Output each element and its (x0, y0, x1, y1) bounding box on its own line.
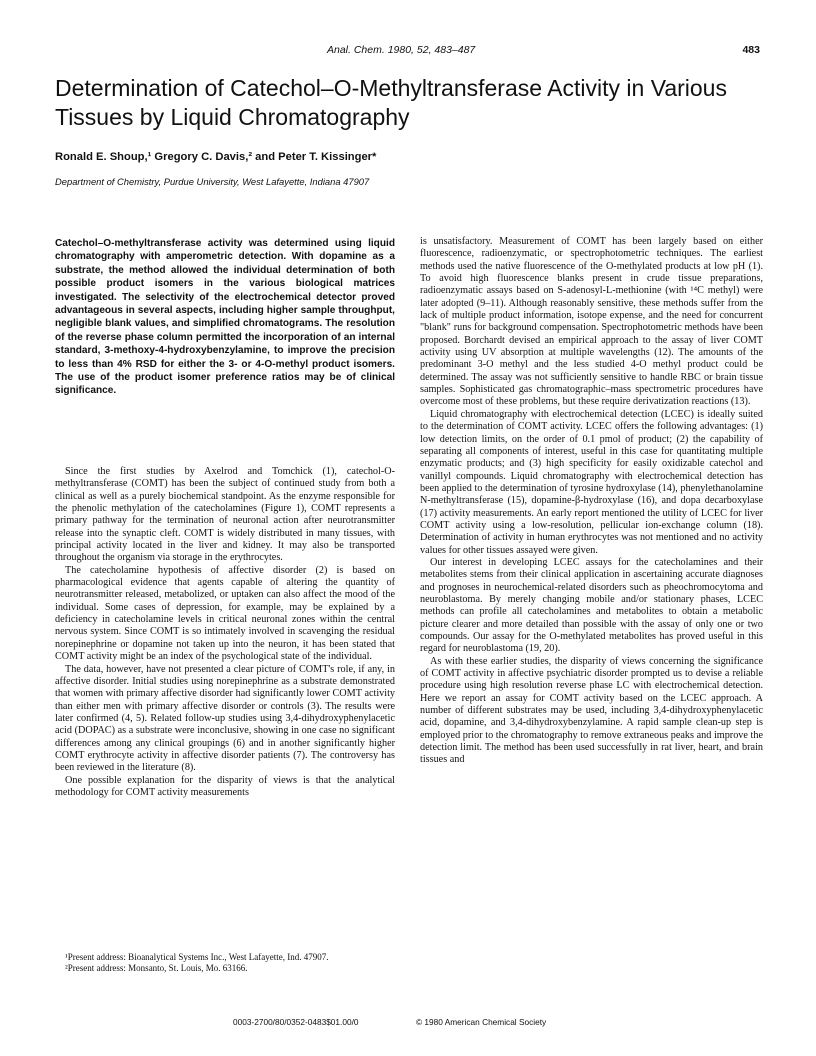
body-paragraph: is unsatisfactory. Measurement of COMT has been largely based on either fluorescence, radioenzymatic, or spectrophotometric techniques. The earliest methods used the native fluorescence of the O-methylated products at low pH (1). To avoid high fluorescence blanks present in crude tissue preparations, radioenzymatic assays based on S-adenosyl-L-methionine (with ¹⁴C methyl) were later adopted (9–11). Although reasonably sensitive, these methods suffer from the lack of multiple product information, isotope expense, and the need for concurrent "blank" runs for background compensation. Spectrophotometric methods have been proposed. Borchardt devised an empirical approach to the assay of liver COMT activity using UV absorption at multiple wavelengths (12). The amounts of the predominant 3-O methyl and the less studied 4-O methyl product could be determined. The assay was not sufficiently sensitive to handle RBC or brain tissue samples. Sophisticated gas chromatographic–mass spectrometric procedures have overcome most of these problems, but these require derivatization reactions (13). (420, 236, 763, 408)
author-affiliation: Department of Chemistry, Purdue University, West Lafayette, Indiana 47907 (55, 176, 370, 187)
footnote: ¹Present address: Bioanalytical Systems Inc., West Lafayette, Ind. 47907. (65, 952, 329, 962)
body-paragraph: One possible explanation for the disparity of views is that the analytical methodology for COMT activity measurements (55, 774, 395, 798)
page-number: 483 (742, 44, 760, 56)
body-paragraph: As with these earlier studies, the disparity of views concerning the significance of COMT activity in affective psychiatric disorder prompted us to devise a reliable procedure using high resolution reverse phase LC with electrochemical detection. Here we report an assay for COMT activity based on the LCEC approach. A number of different substrates may be used, including 3,4-dihydroxyphenylacetic acid, dopamine, and 3,4-dihydroxybenzylamine. A rapid sample clean-up step is employed prior to the chromatography to remove extraneous peaks and improve the detection limit. The method has been used successfully in rat liver, heart, and brain tissues and (420, 655, 763, 766)
body-paragraph: Our interest in developing LCEC assays for the catecholamines and their metabolites stems from their clinical application in ascertaining accurate diagnoses and prognoses in neurochemical-related disorders such as pheochromocytoma and neuroblastoma. By merely changing mobile and/or stationary phases, LCEC methods can profile all catecholamines and metabolites to obtain a metabolic picture clearer and more detailed than possible with the assay of only one or two compounds. Our assay for the O-methylated metabolites has proved useful in this regard for neuroblastoma (19, 20). (420, 556, 763, 655)
body-paragraph: The catecholamine hypothesis of affective disorder (2) is based on pharmacological evidence that agents capable of altering the quantity of neurotransmitter released, metabolized, or uptaken can also affect the mood of the individual. Some cases of depression, for example, may be explained by a deficiency in catecholamine levels in critical neuronal zones within the central nervous system. Since COMT is so intimately involved in scavenging the residual norepinephrine or dopamine not taken up into the neuron, it has been stated that COMT activity might be an index of the psychological state of the individual. (55, 564, 395, 663)
body-column-right (420, 236, 763, 767)
body-paragraph: Liquid chromatography with electrochemical detection (LCEC) is ideally suited to the determination of COMT activity. LCEC offers the following advantages: (1) low detection limits, on the order of 0.1 pmol of product; (2) the capability of separating all components of interest, useful in this case for quantitating multiple enzymatic products; and (3) high specificity for easily oxidizable catechol and vanillyl compounds. Liquid chromatography with electrochemical detection has been applied to the determination of tyrosine hydroxylase (14), phenylethanolamine N-methyltransferase (15), dopamine-β-hydroxylase (16), and dopa decarboxylase (17) activity measurements. An early report mentioned the utility of LCEC for liver COMT activity using a low-resolution, pellicular ion-exchange column (18). Determination of activity in human erythrocytes was not mentioned and no activity values for other tissues assayed were given. (420, 408, 763, 556)
running-head (0, 44, 816, 60)
abstract: Catechol–O-methyltransferase activity was determined using liquid chromatography with amperometric detection. With dopamine as a substrate, the method allowed the individual determination of both possible product isomers in the various biological matrices investigated. The selectivity of the electrochemical detector proved advantageous in several aspects, including higher sample throughput, negligible blank values, and simplified chromatograms. The resolution of the reverse phase column permitted the incorporation of an internal standard, 3-methoxy-4-hydroxybenzylamine, to improve the precision to less than 4% RSD for either the 3- or 4-O-methyl product isomers. The use of the product isomer preference ratios may be of clinical significance. (55, 238, 395, 397)
article-title: Determination of Catechol–O-Methyltransferase Activity in Various Tissues by Liquid Chromatography (55, 75, 727, 130)
body-column-left (55, 466, 395, 799)
issn-code: 0003-2700/80/0352-0483$01.00/0 (233, 1017, 359, 1027)
footnote: ²Present address: Monsanto, St. Louis, Mo. 63166. (65, 963, 248, 973)
body-paragraph: Since the first studies by Axelrod and Tomchick (1), catechol-O-methyltransferase (COMT) has been the subject of continued study from both a clinical as well as a purely biochemical standpoint. As the enzyme responsible for the phenolic methylation of the catecholamines (Figure 1), COMT represents a primary pathway for the termination of neuronal action after neurotransmitter release into the synaptic cleft. COMT is widely distributed in many tissues, with principal activity located in the liver and kidney. It may also be transported throughout the organism via storage in the erythrocytes. (55, 466, 395, 564)
author-list: Ronald E. Shoup,¹ Gregory C. Davis,² and Peter T. Kissinger* (55, 151, 377, 163)
journal-citation: Anal. Chem. 1980, 52, 483–487 (327, 44, 476, 56)
copyright-notice: © 1980 American Chemical Society (416, 1017, 547, 1027)
footnotes (55, 952, 395, 974)
body-paragraph: The data, however, have not presented a clear picture of COMT's role, if any, in affective disorder. Initial studies using norepinephrine as a substrate demonstrated that women with primary affective disorder had significantly lower COMT activity than either men with primary affective disorder or controls (3). The results were later confirmed (4, 5). Related follow-up studies using 3,4-dihydroxyphenylacetic acid (DOPAC) as a substrate were inconclusive, showing in one case no significant differences among any clinical groupings (6) and in another significantly higher COMT erythrocyte activity in affective disorder patients (7). The controversy has been reviewed in the literature (8). (55, 663, 395, 774)
